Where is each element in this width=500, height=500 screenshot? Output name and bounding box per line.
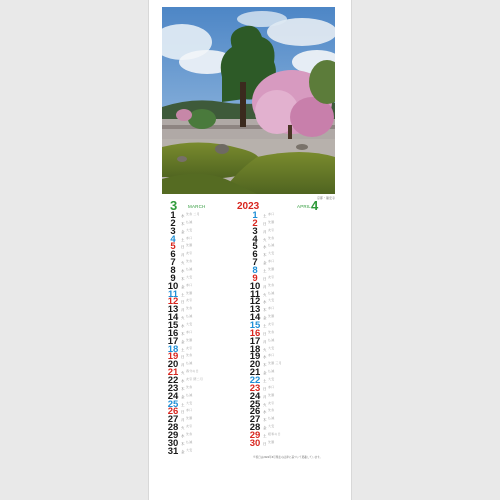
day-number: 22 [167,375,179,387]
rokuyo-label: 友引 [268,274,275,279]
weekday-label: 土 [263,269,267,274]
rokuyo-label: 先負 [186,259,193,264]
rokuyo-label: 先負 二月 [186,212,200,216]
weekday-label: 金 [181,284,185,289]
day-number: 14 [167,312,179,324]
rokuyo-label: 友引 [186,345,193,350]
day-number: 17 [249,335,261,347]
weekday-label: 木 [181,386,185,391]
weekday-label: 日 [181,410,185,415]
rokuyo-label: 赤口 [268,353,275,358]
rokuyo-label: 大安 [186,400,193,405]
rokuyo-label: 先負 [186,432,193,437]
rokuyo-label: 赤口 [186,235,193,240]
day-number: 10 [167,280,179,292]
day-number: 14 [249,312,261,324]
rokuyo-label: 昭和の日 [268,432,281,437]
rokuyo-label: 先負 [268,408,275,413]
day-number: 30 [249,437,261,449]
day-number: 16 [167,327,179,339]
weekday-label: 月 [263,394,267,399]
rokuyo-label: 大安 [186,447,193,452]
day-number: 16 [249,327,261,339]
rokuyo-label: 大安 [268,424,275,429]
weekday-label: 月 [263,284,267,289]
day-number: 19 [167,351,179,363]
day-number: 29 [167,430,179,442]
left-month-number: 3 [170,198,178,213]
rokuyo-label: 仏滅 [268,290,275,295]
rokuyo-label: 先負 [268,282,275,287]
weekday-label: 土 [263,324,267,329]
weekday-label: 土 [181,292,185,297]
rokuyo-label: 大安 [186,322,193,327]
weekday-label: 金 [263,371,267,376]
rokuyo-label: 大安 [186,274,193,279]
march-day-list [166,212,246,456]
rokuyo-label: 大安 [268,298,275,303]
day-row [166,445,246,457]
weekday-label: 水 [263,355,267,360]
day-number: 1 [170,210,176,221]
weekday-label: 日 [263,331,267,336]
day-number: 30 [167,437,179,449]
weekday-label: 木 [181,331,185,336]
weekday-label: 金 [181,449,185,454]
weekday-label: 木 [181,441,185,446]
rokuyo-label: 大安 [186,227,193,232]
rokuyo-label: 先勝 [268,219,275,224]
day-number: 9 [170,272,176,284]
day-number: 10 [249,280,261,292]
weekday-label: 金 [181,229,185,234]
rokuyo-label: 赤口 [268,212,275,216]
day-number: 21 [249,367,261,379]
day-number: 27 [249,414,261,426]
rokuyo-label: 仏滅 [268,337,275,342]
weekday-label: 木 [263,418,267,423]
day-row [248,437,328,449]
rokuyo-label: 先勝 [186,243,193,248]
rokuyo-label: 友引 [186,298,193,303]
day-number: 31 [167,445,179,457]
weekday-label: 日 [181,245,185,250]
rokuyo-label: 先勝 [268,439,275,444]
day-number: 23 [167,382,179,394]
day-number: 18 [249,343,261,355]
day-number: 9 [252,272,258,284]
rokuyo-label: 先負 [186,353,193,358]
weekday-label: 火 [263,292,267,297]
rokuyo-label: 赤口 [186,329,193,334]
weekday-label: 火 [263,237,267,242]
day-number: 12 [167,296,179,308]
rokuyo-label: 友引 閏二月 [186,377,204,382]
rokuyo-label: 先勝 三月 [268,361,282,366]
day-number: 6 [170,249,176,261]
day-number: 5 [170,241,176,253]
weekday-label: 火 [181,261,185,266]
photo-credit: 京都・龍安寺 [316,196,335,200]
day-number: 28 [249,422,261,434]
weekday-label: 火 [181,426,185,431]
landscape-photo [162,7,335,194]
weekday-label: 月 [181,363,185,368]
rokuyo-label: 仏滅 [186,439,193,444]
rokuyo-label: 赤口 [268,259,275,264]
weekday-label: 木 [263,308,267,313]
rokuyo-label: 仏滅 [186,219,193,224]
weekday-label: 月 [181,418,185,423]
rokuyo-label: 先負 [186,306,193,311]
weekday-label: 土 [263,434,267,439]
rokuyo-label: 仏滅 [268,369,275,374]
weekday-label: 水 [263,245,267,250]
rokuyo-label: 仏滅 [268,243,275,248]
weekday-label: 土 [181,237,185,242]
day-number: 7 [252,257,258,269]
rokuyo-label: 春分の日 [186,369,199,374]
weekday-label: 木 [263,253,267,258]
weekday-label: 日 [263,441,267,446]
day-number: 19 [249,351,261,363]
april-day-list [248,212,328,448]
weekday-label: 月 [181,253,185,258]
day-number: 29 [249,430,261,442]
rokuyo-label: 先負 [186,384,193,389]
rokuyo-label: 先負 [268,329,275,334]
weekday-label: 土 [181,347,185,352]
weekday-label: 火 [263,402,267,407]
rokuyo-label: 赤口 [268,306,275,311]
rokuyo-label: 先勝 [186,416,193,421]
rokuyo-label: 大安 [268,345,275,350]
day-number: 3 [252,225,258,237]
day-number: 22 [249,375,261,387]
day-number: 6 [252,249,258,261]
day-number: 11 [167,288,179,300]
day-number: 11 [249,288,261,300]
rokuyo-label: 赤口 [268,384,275,389]
weekday-label: 木 [181,276,185,281]
rokuyo-label: 友引 [268,322,275,327]
rokuyo-label: 友引 [186,424,193,429]
day-number: 26 [249,406,261,418]
weekday-label: 水 [181,379,185,384]
rokuyo-label: 赤口 [186,282,193,287]
day-number: 8 [252,265,258,277]
weekday-label: 水 [181,269,185,274]
holiday-footnote: ※祝日は2022年6月現在の法律に基づいて掲載しています。 [253,456,323,459]
day-number: 1 [252,210,258,221]
day-number: 21 [167,367,179,379]
rokuyo-label: 仏滅 [186,267,193,272]
day-number: 20 [167,359,179,371]
rokuyo-label: 仏滅 [186,392,193,397]
weekday-label: 火 [263,347,267,352]
day-number: 7 [170,257,176,269]
rokuyo-label: 仏滅 [186,361,193,366]
rokuyo-label: 先勝 [186,337,193,342]
weekday-label: 水 [181,434,185,439]
weekday-label: 金 [263,316,267,321]
rokuyo-label: 先勝 [268,392,275,397]
weekday-label: 日 [181,355,185,360]
rokuyo-label: 仏滅 [268,416,275,421]
weekday-label: 土 [263,214,267,218]
rokuyo-label: 赤口 [186,408,193,413]
day-number: 15 [167,320,179,332]
weekday-label: 金 [263,261,267,266]
weekday-label: 水 [263,410,267,415]
rokuyo-label: 大安 [268,251,275,256]
rokuyo-label: 先負 [268,235,275,240]
rokuyo-label: 友引 [186,251,193,256]
weekday-label: 木 [181,221,185,226]
day-number: 2 [252,217,258,229]
day-number: 28 [167,422,179,434]
calendar-sheet [149,0,351,500]
weekday-label: 金 [181,339,185,344]
rokuyo-label: 友引 [268,400,275,405]
weekday-label: 水 [181,214,185,218]
weekday-label: 日 [263,276,267,281]
rokuyo-label: 先勝 [268,267,275,272]
rokuyo-label: 仏滅 [186,314,193,319]
right-month-name: APRIL [297,204,312,209]
day-number: 25 [167,398,179,410]
day-number: 12 [249,296,261,308]
rokuyo-label: 先勝 [186,290,193,295]
day-number: 5 [252,241,258,253]
weekday-label: 日 [263,386,267,391]
day-number: 27 [167,414,179,426]
day-number: 24 [249,390,261,402]
day-number: 2 [170,217,176,229]
day-number: 24 [167,390,179,402]
rokuyo-label: 大安 [268,377,275,382]
weekday-label: 月 [181,308,185,313]
day-number: 26 [167,406,179,418]
weekday-label: 水 [181,324,185,329]
weekday-label: 火 [181,371,185,376]
rokuyo-label: 先勝 [268,314,275,319]
day-number: 3 [170,225,176,237]
weekday-label: 月 [263,339,267,344]
garden-photo-image [162,7,335,194]
day-number: 13 [249,304,261,316]
year-label: 2023 [237,201,260,212]
weekday-label: 日 [181,300,185,305]
weekday-label: 火 [181,316,185,321]
left-month-name: MARCH [188,204,206,209]
weekday-label: 日 [263,221,267,226]
right-month-number: 4 [311,198,319,213]
weekday-label: 水 [263,300,267,305]
rokuyo-label: 友引 [268,227,275,232]
day-number: 4 [170,233,176,245]
weekday-label: 金 [181,394,185,399]
day-number: 8 [170,265,176,277]
day-number: 20 [249,359,261,371]
weekday-label: 土 [181,402,185,407]
weekday-label: 土 [263,379,267,384]
weekday-label: 金 [263,426,267,431]
day-number: 17 [167,335,179,347]
day-number: 15 [249,320,261,332]
weekday-label: 木 [263,363,267,368]
day-number: 25 [249,398,261,410]
weekday-label: 月 [263,229,267,234]
day-number: 18 [167,343,179,355]
day-number: 4 [252,233,258,245]
day-number: 23 [249,382,261,394]
day-number: 13 [167,304,179,316]
